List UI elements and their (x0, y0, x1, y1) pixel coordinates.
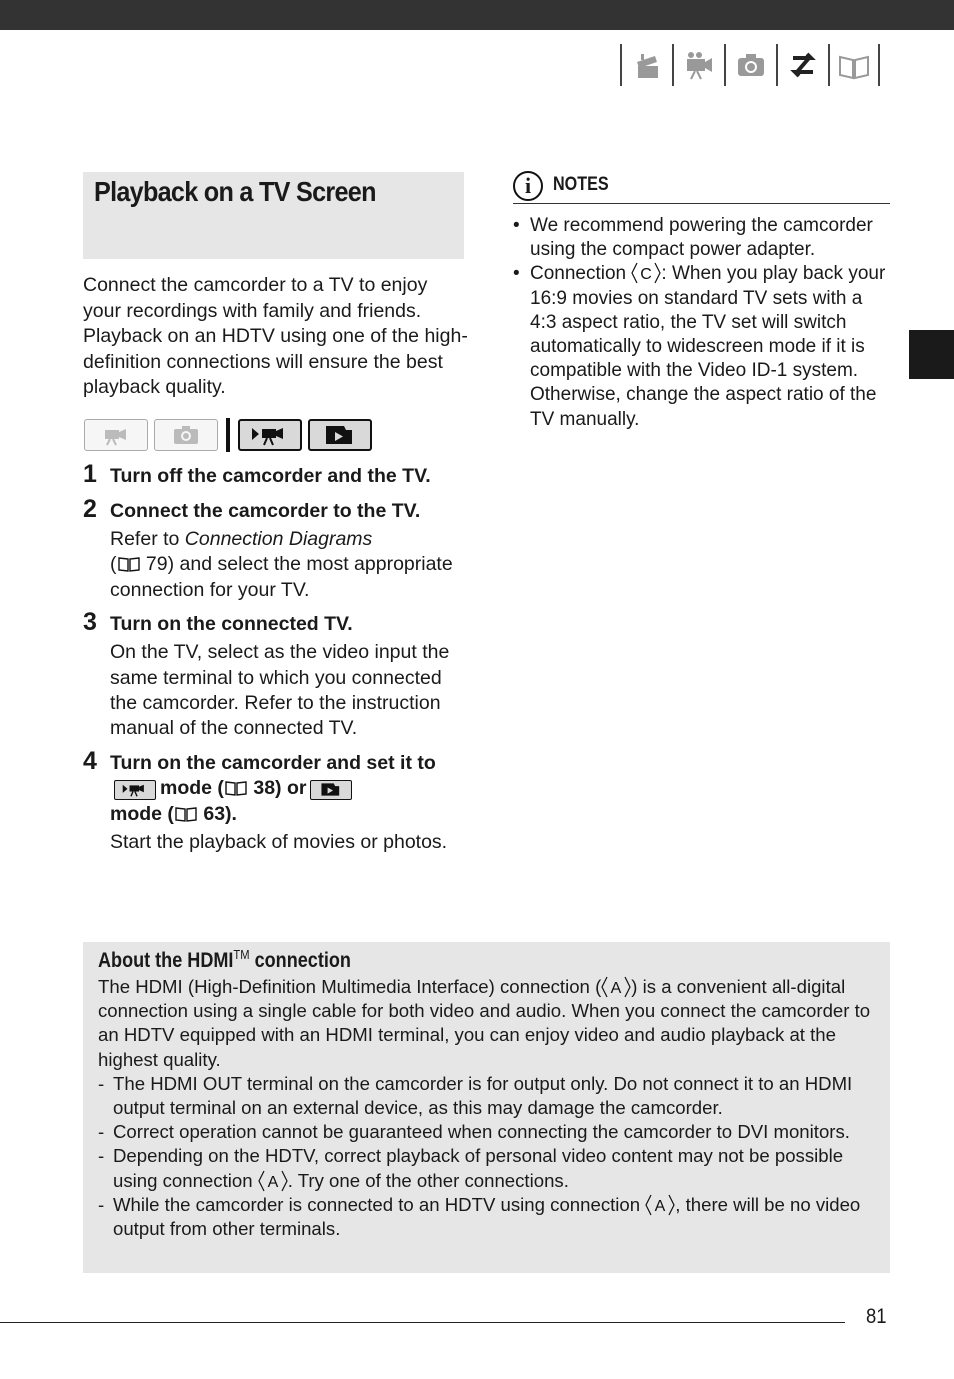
bullet: • (513, 263, 520, 285)
mode-separator (226, 418, 230, 452)
top-bar (0, 0, 954, 30)
svg-text:A: A (267, 1173, 279, 1191)
hdmi-list-item (98, 1072, 875, 1120)
dash: - (98, 1072, 105, 1094)
page-number: 81 (866, 1305, 887, 1328)
hdmi-list-item (98, 1144, 875, 1192)
play-photo-mode-icon (308, 419, 372, 451)
note-text: : When you play back your 16:9 movies on standard TV sets with a 4:3 aspect ratio, the TV set will switch automatically to widescreen mode if it is compatible with the Video ID-1 system. Otherwise, change the aspect ratio of the TV manually. (530, 263, 886, 430)
step-title-text: ) or (275, 777, 307, 800)
hdmi-text: Correct operation cannot be guaranteed when connecting the camcorder to DVI monitors. (113, 1121, 850, 1143)
intro-paragraph: Connect the camcorder to a TV to enjoy your recordings with family and friends. Playback on an HDTV using one of the high-definition connections will ensure the best playback quality. (83, 274, 468, 398)
step-2 (83, 494, 468, 603)
hdmi-text: . Try one of the other connections. (287, 1169, 569, 1191)
external-connections-icon[interactable] (776, 44, 828, 86)
notes-header (513, 170, 890, 204)
info-icon: i (513, 171, 543, 201)
connection-a-icon (601, 976, 631, 998)
reference-title: Connection Diagrams (184, 528, 373, 550)
mode-indicators (84, 418, 378, 452)
hdmi-text: ) is a convenient all-digital connection using a single cable for both video and audio. When you connect the camcorder to an HDTV equipped with an HDMI terminal, you can enjoy video and audio playback at the highest quality. (98, 976, 871, 1070)
book-ref-icon (174, 806, 198, 822)
title-box (83, 172, 464, 259)
dash: - (98, 1121, 105, 1143)
book-ref-icon (117, 556, 141, 572)
note-item (513, 214, 890, 262)
step-text: Refer to (110, 528, 185, 550)
step-title: Connect the camcorder to the TV. (110, 499, 421, 522)
section-nav (620, 44, 880, 86)
book-ref-icon (224, 780, 248, 796)
step-title-text: Turn on the camcorder and set it to (110, 751, 436, 774)
camera-movie-mode-icon (84, 419, 148, 451)
additional-info-icon[interactable] (828, 44, 880, 86)
step-title: Turn off the camcorder and the TV. (110, 465, 431, 487)
notes-list (513, 214, 890, 432)
trademark: TM (233, 947, 250, 962)
note-item (513, 262, 890, 431)
photo-icon[interactable] (724, 44, 776, 86)
page-title: Playback on a TV Screen (94, 176, 376, 207)
step-body (110, 527, 468, 603)
svg-text:A: A (610, 980, 622, 997)
intro-icon[interactable] (620, 44, 672, 86)
step-number: 1 (83, 460, 97, 488)
step-4 (83, 746, 468, 856)
hdmi-list-item (98, 1193, 875, 1241)
step-title-text: mode ( (160, 777, 224, 800)
hdmi-title (98, 947, 766, 975)
page-reference[interactable]: 63 (203, 802, 226, 825)
connection-a-icon (645, 1194, 675, 1216)
play-movie-mode-icon (114, 780, 156, 800)
step-title (110, 751, 468, 828)
hdmi-text: , there will be no video output from other terminals. (113, 1193, 861, 1240)
step-number: 4 (83, 746, 97, 775)
svg-text:A: A (654, 1197, 666, 1215)
connection-c-icon (631, 262, 661, 284)
hdmi-info-box (83, 942, 890, 1273)
hdmi-text: The HDMI (High-Definition Multimedia Interface) connection ( (98, 976, 602, 997)
step-title: Turn on the connected TV. (110, 612, 353, 635)
hdmi-text: The HDMI OUT terminal on the camcorder is for output only. Do not connect it to an HDMI output terminal on an external device, as this may damage the camcorder. (113, 1072, 853, 1119)
dash: - (98, 1193, 105, 1215)
footer-rule (0, 1322, 845, 1323)
connection-a-icon (258, 1170, 288, 1192)
notes-label: NOTES (553, 174, 609, 195)
step-body: Start the playback of movies or photos. (110, 831, 448, 854)
step-title-text: ). (225, 802, 237, 825)
step-title-text: mode ( (110, 802, 174, 825)
note-text: Connection (530, 263, 627, 285)
bullet: • (513, 215, 520, 236)
step-3 (83, 607, 468, 742)
svg-text:C: C (640, 266, 653, 284)
play-movie-mode-icon (238, 419, 302, 451)
hdmi-text: Depending on the HDTV, correct playback of personal video content may not be possible using connection (113, 1145, 844, 1191)
page-reference[interactable]: 79 (145, 553, 168, 576)
camera-photo-mode-icon (154, 419, 218, 451)
step-1 (83, 460, 468, 490)
hdmi-intro (98, 975, 875, 1072)
step-body: On the TV, select as the video input the same terminal to which you connected the camcorder. Refer to the instruction manual of the connected TV. (110, 641, 450, 740)
step-number: 3 (83, 607, 97, 636)
video-icon[interactable] (672, 44, 724, 86)
hdmi-title-text: About the HDMI (98, 949, 234, 972)
step-text: ) and select the most appropriate connection for your TV. (110, 553, 453, 601)
step-text: ( (110, 553, 117, 576)
hdmi-list-item (98, 1120, 875, 1144)
play-photo-mode-icon (310, 780, 352, 800)
steps-list (83, 460, 468, 864)
hdmi-text: While the camcorder is connected to an HDTV using connection (113, 1193, 641, 1215)
chapter-tab (909, 330, 954, 379)
page-reference[interactable]: 38 (253, 777, 276, 800)
hdmi-list (98, 1072, 875, 1241)
hdmi-title-text: connection (249, 949, 351, 972)
dash: - (98, 1145, 105, 1167)
step-number: 2 (83, 494, 97, 523)
note-text: We recommend powering the camcorder using the compact power adapter. (530, 215, 873, 261)
